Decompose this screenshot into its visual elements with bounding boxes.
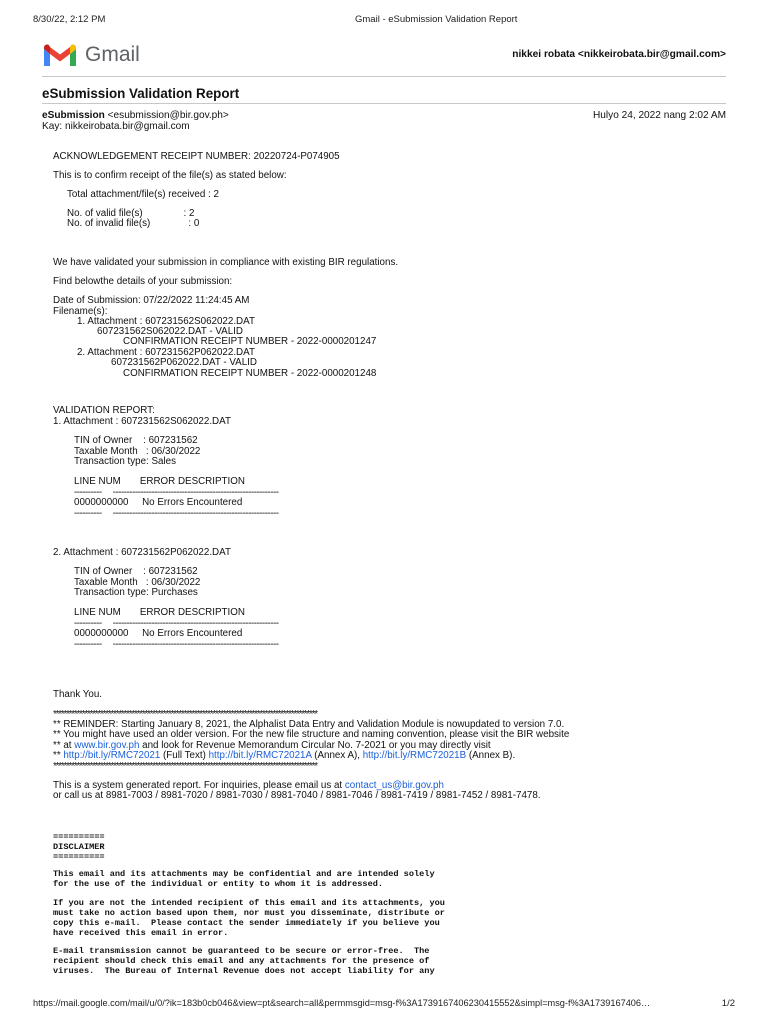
report2-row: 0000000000 No Errors Encountered [74,628,243,639]
report1-type: Transaction type: Sales [74,456,177,467]
gmail-wordmark: Gmail [85,43,140,66]
file2-status: 607231562P062022.DAT - VALID [111,357,257,368]
total-received: Total attachment/file(s) received : 2 [67,189,219,200]
system-note-2: or call us at 8981-7003 / 8981-7020 / 8981-7030 / 8981-7040 / 8981-7046 / 8981-7419 / 8981-7452 / 8981-7478. [53,790,541,801]
report2-rule-top: ---------- ------------------------------------------------------------ [74,618,279,629]
file1-confirmation: CONFIRMATION RECEIPT NUMBER - 2022-0000201247 [123,336,377,347]
disclaimer-p3-line2: recipient should check this email and any attachments for the presence of [53,956,430,966]
validated-text: We have validated your submission in compliance with existing BIR regulations. [53,257,399,268]
gmail-m-icon[interactable] [42,44,78,68]
disclaimer-p1-line2: for the use of the individual or entity to whom it is addressed. [53,879,384,889]
confirm-text: This is to confirm receipt of the file(s) as stated below: [53,170,287,181]
sender-email: <esubmission@bir.gov.ph> [107,110,229,121]
print-datetime: 8/30/22, 2:12 PM [33,14,106,25]
stars-top: ***************************************************************************************************** [53,709,317,720]
reminder-line-4: ** http://bit.ly/RMC72021 (Full Text) http://bit.ly/RMC72021A (Annex A), http://bit.ly/RMC72021B (Annex B). [53,750,516,761]
invalid-count: No. of invalid file(s) : 0 [67,218,200,229]
report1-row: 0000000000 No Errors Encountered [74,497,243,508]
print-footer-url: https://mail.google.com/mail/u/0/?ik=183b0cb046&view=pt&search=all&permmsgid=msg-f%3A1739167406230415552&simpl=msg-f%3A1739167406… [33,998,651,1008]
disclaimer-title: DISCLAIMER [53,842,105,852]
file1-attachment: 1. Attachment : 607231562S062022.DAT [77,316,255,327]
email-date: Hulyo 24, 2022 nang 2:02 AM [593,110,726,121]
validation-report-title: VALIDATION REPORT: [53,405,155,416]
bir-website-link[interactable]: www.bir.gov.ph [74,740,140,751]
disclaimer-p2-line4: have received this email in error. [53,928,229,938]
disclaimer-rule-bottom: ========== [53,852,105,862]
email-recipient: Kay: nikkeirobata.bir@gmail.com [42,121,190,132]
report2-tin: TIN of Owner : 607231562 [74,566,198,577]
sender-name: eSubmission [42,110,105,121]
date-of-submission: Date of Submission: 07/22/2022 11:24:45 AM [53,295,250,306]
stars-bottom: ***************************************************************************************************** [53,761,317,772]
disclaimer-p2-line3: copy this e-mail. Please contact the sender immediately if you believe you [53,918,440,928]
thank-you: Thank You. [53,689,103,700]
filenames-label: Filename(s): [53,306,108,317]
file2-attachment: 2. Attachment : 607231562P062022.DAT [77,347,255,358]
rmc-full-text-link[interactable]: http://bit.ly/RMC72021 [63,750,161,761]
disclaimer-p3-line1: E-mail transmission cannot be guaranteed to be secure or error-free. The [53,946,430,956]
reminder-line-2: ** You might have used an older version. For the new file structure and naming convention, please visit the BIR website [53,729,570,740]
print-page-number: 1/2 [721,998,735,1009]
reminder-line-1: ** REMINDER: Starting January 8, 2021, the Alphalist Data Entry and Validation Module is nowupdated to version 7.0. [53,719,565,730]
valid-count: No. of valid file(s) : 2 [67,208,195,219]
email-subject: eSubmission Validation Report [42,86,240,101]
file1-status: 607231562S062022.DAT - VALID [97,326,243,337]
report1-rule-bottom: ---------- ------------------------------------------------------------ [74,508,279,519]
report2-type: Transaction type: Purchases [74,587,198,598]
sender[interactable] [42,110,229,121]
report1-rule-top: ---------- ------------------------------------------------------------ [74,487,279,498]
ack-number: ACKNOWLEDGEMENT RECEIPT NUMBER: 20220724-P074905 [53,151,340,162]
report1-title: 1. Attachment : 607231562S062022.DAT [53,416,231,427]
report2-month: Taxable Month : 06/30/2022 [74,577,201,588]
header-divider [42,76,726,77]
reminder-line-3: ** at www.bir.gov.ph and look for Revenue Memorandum Circular No. 7-2021 or you may directly visit [53,740,491,751]
report2-title: 2. Attachment : 607231562P062022.DAT [53,547,231,558]
system-note-1: This is a system generated report. For inquiries, please email us at contact_us@bir.gov.ph [53,780,444,791]
print-page-title: Gmail - eSubmission Validation Report [355,14,518,25]
disclaimer-p3-line3: viruses. The Bureau of Internal Revenue does not accept liability for any [53,966,435,976]
report1-tin: TIN of Owner : 607231562 [74,435,198,446]
report2-rule-bottom: ---------- ------------------------------------------------------------ [74,639,279,650]
rmc-annex-b-link[interactable]: http://bit.ly/RMC72021B [362,750,467,761]
report1-table-header: LINE NUM ERROR DESCRIPTION [74,476,245,487]
contact-email-link[interactable]: contact_us@bir.gov.ph [344,780,444,791]
disclaimer-p2-line1: If you are not the intended recipient of this email and its attachments, you [53,898,445,908]
report2-table-header: LINE NUM ERROR DESCRIPTION [74,607,245,618]
disclaimer-p2-line2: must take no action based upon them, nor must you disseminate, distribute or [53,908,445,918]
report1-month: Taxable Month : 06/30/2022 [74,446,201,457]
disclaimer-rule-top: ========== [53,832,105,842]
subject-divider [42,103,726,104]
rmc-annex-a-link[interactable]: http://bit.ly/RMC72021A [208,750,312,761]
account-user: nikkei robata <nikkeirobata.bir@gmail.com> [512,49,726,60]
disclaimer-p1-line1: This email and its attachments may be confidential and are intended solely [53,869,435,879]
file2-confirmation: CONFIRMATION RECEIPT NUMBER - 2022-0000201248 [123,368,377,379]
find-text: Find belowthe details of your submission: [53,276,233,287]
